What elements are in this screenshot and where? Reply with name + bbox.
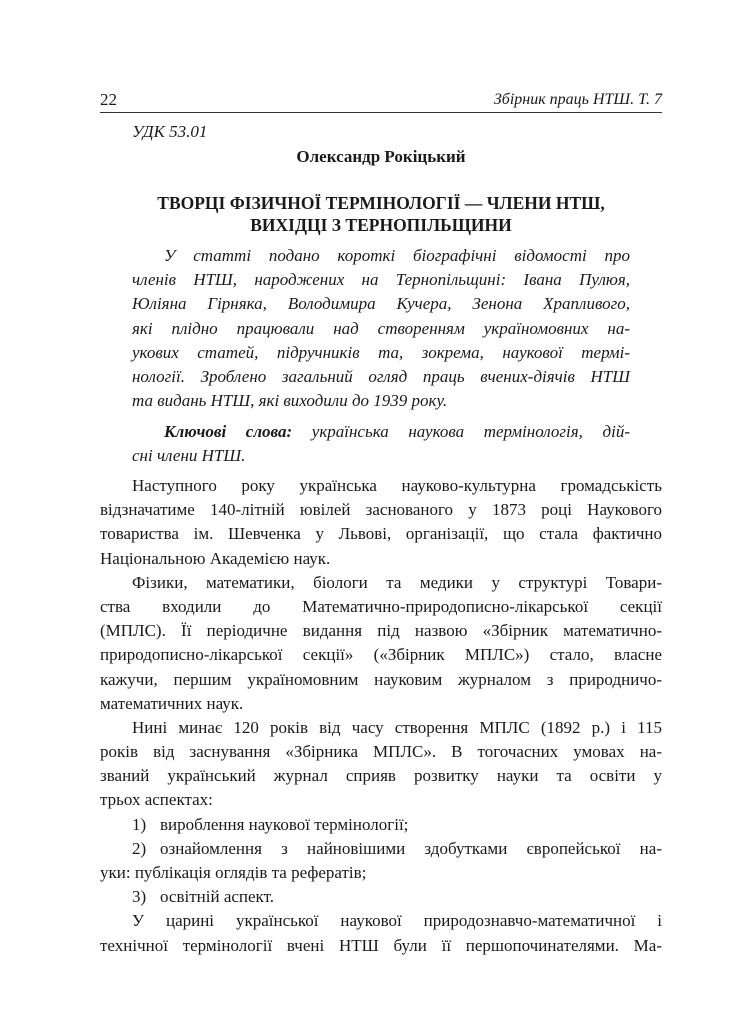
abstract-line: укових статей, підручників та, зокрема, наукової термі-	[132, 342, 630, 362]
list-number: 2)	[132, 838, 147, 858]
abstract-line: та видань НТШ, які виходили до 1939 року.	[132, 391, 448, 411]
list-item	[100, 813, 662, 837]
body-line: Нині минає 120 років від часу створення МПЛС (1892 р.) і 115	[132, 717, 662, 737]
body-line: товариства ім. Шевченка у Львові, організації, що стала фактично	[100, 524, 662, 544]
body-line: років від заснування «Збірника МПЛС». В тогочасних умовах на-	[100, 742, 662, 762]
udc-code: УДК 53.01	[132, 122, 208, 141]
author-name: Олександр Рокіцький	[296, 147, 466, 166]
abstract-line: які плідно працювали над створенням україномовних на-	[132, 318, 630, 338]
list-number: 1)	[132, 814, 147, 834]
list-item-continuation: уки: публікація оглядів та рефератів;	[100, 863, 367, 882]
list-item	[100, 837, 662, 861]
list-text: вироблення наукової термінології;	[160, 814, 409, 834]
running-header	[100, 90, 662, 113]
abstract-line: Юліяна Гірняка, Володимира Кучера, Зенона Храпливого,	[132, 294, 630, 314]
body-line: У царині української наукової природознавчо-математичної і	[132, 911, 662, 931]
list-number: 3)	[132, 887, 147, 907]
list-item	[100, 885, 662, 909]
body-line: математичних наук.	[100, 693, 244, 713]
abstract-line: нології. Зроблено загальний огляд праць вчених-діячів НТШ	[132, 367, 630, 387]
title-line: ВИХІДЦІ З ТЕРНОПІЛЬЩИНИ	[250, 215, 512, 235]
body-line: Національною Академією наук.	[100, 548, 331, 568]
abstract-line: членів НТШ, народжених на Тернопільщині: Івана Пулюя,	[132, 270, 630, 290]
article-body	[100, 474, 662, 958]
keywords	[132, 420, 630, 468]
abstract-line: У статті подано короткі біографічні відомості про	[164, 246, 630, 265]
keywords-label: Ключові слова:	[164, 422, 293, 441]
body-line: ства входили до Математично-природописно-лікарської секції	[100, 596, 662, 616]
list-text: освітній аспект.	[160, 887, 274, 907]
journal-title: Збірник праць НТШ. Т. 7	[493, 91, 662, 108]
body-line: трьох аспектах:	[100, 790, 213, 810]
abstract	[132, 244, 630, 413]
keywords-line	[132, 420, 630, 444]
body-line: природописно-лікарської секції» («Збірник МПЛС») стало, власне	[100, 645, 662, 665]
body-line: званий український журнал сприяв розвитку науки та освіти у	[100, 766, 662, 786]
body-line: (МПЛС). Її періодичне видання під назвою «Збірник математично-	[100, 621, 662, 641]
article-title	[100, 192, 662, 236]
body-line: відзначатиме 140-літній ювілей заснованого у 1873 році Наукового	[100, 500, 662, 520]
page-number: 22	[100, 90, 117, 109]
keywords-line: сні члени НТШ.	[132, 446, 246, 466]
title-line: ТВОРЦІ ФІЗИЧНОЇ ТЕРМІНОЛОГІЇ — ЧЛЕНИ НТШ,	[157, 193, 605, 213]
body-line: технічної термінології вчені НТШ були її першопочинателями. Ма-	[100, 935, 662, 955]
body-line: Фізики, математики, біологи та медики у структурі Товари-	[132, 572, 662, 592]
keywords-text: українська наукова термінологія, дій-	[292, 422, 630, 441]
list-text: ознайомлення з найновішими здобутками європейської на-	[160, 838, 662, 858]
body-line: кажучи, першим україномовним науковим журналом з природничо-	[100, 669, 662, 689]
body-line: Наступного року українська науково-культурна громадськість	[132, 476, 662, 495]
